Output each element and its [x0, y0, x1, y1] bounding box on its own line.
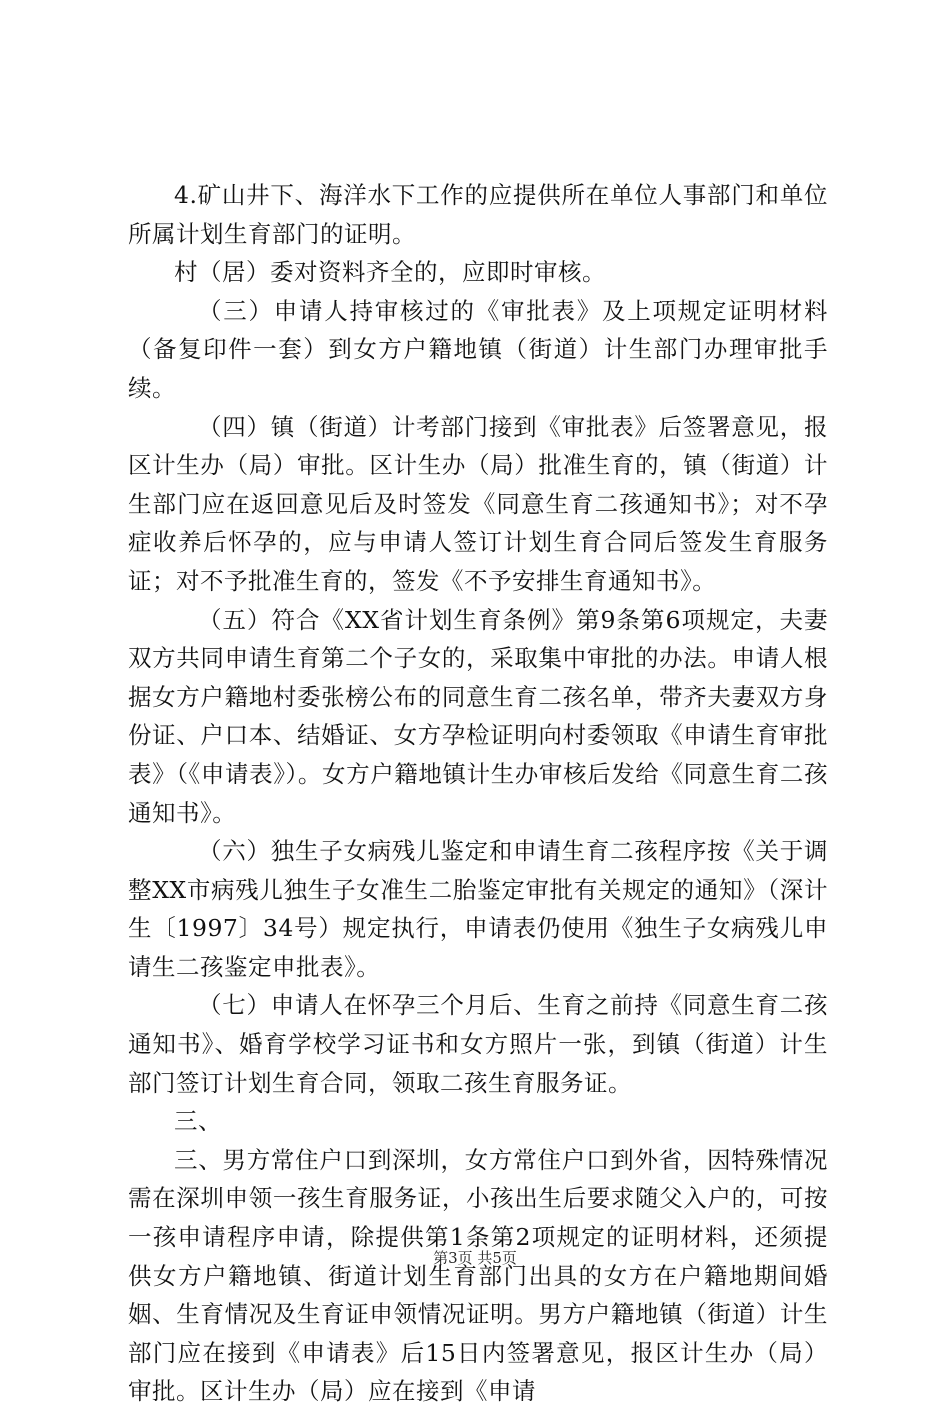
paragraph-section-5: （五）符合《XX省计划生育条例》第9条第6项规定，夫妻双方共同申请生育第二个子女的，采取集中审批的办法。申请人根据女方户籍地村委张榜公布的同意生育二孩名单，带齐夫妻双方身份证、户口本、结婚证、女方孕检证明向村委领取《申请生育审批表》（《申请表》）。女方户籍地镇计生办审核后发给《同意生育二孩通知书》。 — [128, 605, 828, 827]
page-footer: 第3页 共5页 — [433, 1249, 517, 1267]
paragraph-section-6: （六）独生子女病残儿鉴定和申请生育二孩程序按《关于调整XX市病残儿独生子女准生二胎鉴定审批有关规定的通知》（深计生〔1997〕34号）规定执行，申请表仍使用《独生子女病残儿申请生二孩鉴定申批表》。 — [128, 837, 828, 981]
document-body — [128, 176, 828, 1411]
paragraph-section-3: （三）申请人持审核过的《审批表》及上项规定证明材料（备复印件一套）到女方户籍地镇（街道）计生部门办理审批手续。 — [128, 296, 828, 402]
paragraph-section-4: （四）镇（街道）计考部门接到《审批表》后签署意见，报区计生办（局）审批。区计生办（局）批准生育的，镇（街道）计生部门应在返回意见后及时签发《同意生育二孩通知书》；对不孕症收养后怀孕的，应与申请人签订计划生育合同后签发生育服务证；对不予批准生育的，签发《不予安排生育通知书》。 — [128, 412, 828, 595]
paragraph-item-4: 4.矿山井下、海洋水下工作的应提供所在单位人事部门和单位所属计划生育部门的证明。 — [128, 181, 828, 248]
paragraph-review-note: 村（居）委对资料齐全的，应即时审核。 — [174, 258, 606, 287]
paragraph-section-7: （七）申请人在怀孕三个月后、生育之前持《同意生育二孩通知书》、婚育学校学习证书和女方照片一张，到镇（街道）计生部门签订计划生育合同，领取二孩生育服务证。 — [128, 991, 828, 1097]
paragraph-part-3: 三、男方常住户口到深圳，女方常住户口到外省，因特殊情况需在深圳申领一孩生育服务证，小孩出生后要求随父入户的，可按一孩申请程序申请，除提供第1条第2项规定的证明材料，还须提供女方户籍地镇、街道计划生育部门出具的女方在户籍地期间婚姻、生育情况及生育证申领情况证明。男方户籍地镇（街道）计生部门应在接到《申请表》后15日内签署意见，报区计生办（局）审批。区计生办（局）应在接到《申请 — [128, 1145, 828, 1406]
paragraph-heading-3: 三、 — [174, 1107, 222, 1136]
